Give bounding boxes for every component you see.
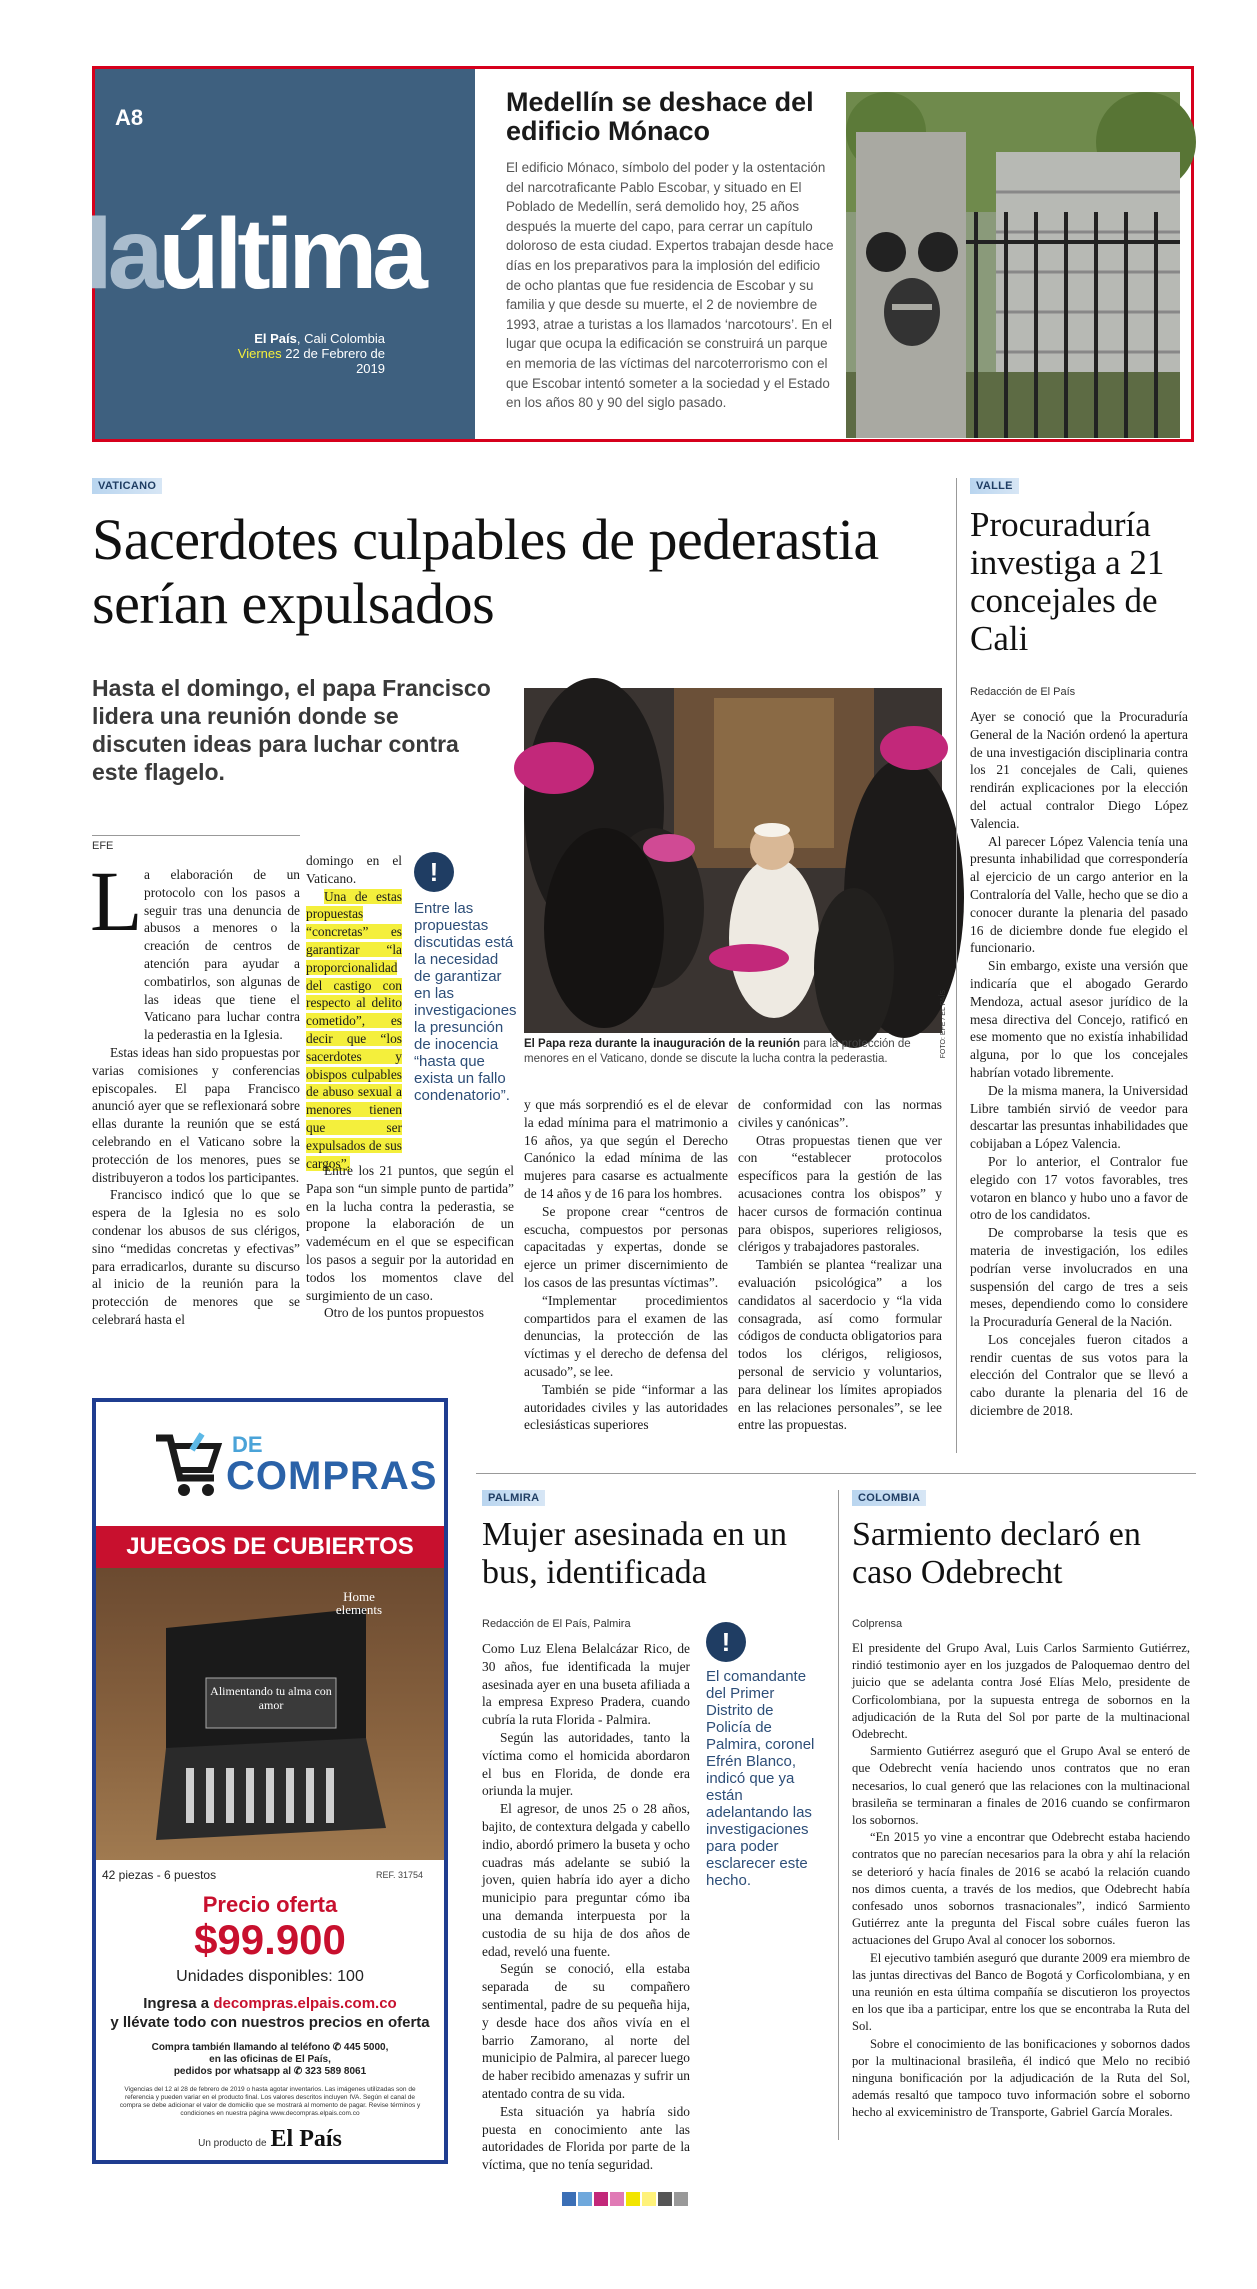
ad-whatsapp: pedidos por whatsapp al ✆ 323 589 8061 <box>173 2066 367 2077</box>
palmira-byline: Redacción de El País, Palmira <box>482 1618 631 1630</box>
mid-rule <box>476 1473 1196 1474</box>
ad-ref: REF. 31754 <box>376 1870 424 1880</box>
box-brand: Home elements <box>335 1589 383 1617</box>
date: 22 de Febrero de 2019 <box>285 346 385 376</box>
section-tag-vaticano: VATICANO <box>92 478 162 494</box>
ad-brand-compras: COMPRAS <box>226 1454 438 1498</box>
ad-cta <box>96 1994 444 2032</box>
side-p7: Los concejales fueron citados a rendir cuentas de sus votos para la elección del Contralor que se llevó a cabo durante la plenaria del 16 de diciembre de 2018. <box>970 1331 1188 1419</box>
byline-rule <box>92 835 300 836</box>
main-col4-p2: Otras propuestas tienen que ver con “establecer protocolos específicos para la gestión de las acusaciones contra los obispos” y hacer cursos de formación continua para obispos, superiores religiosos, clérigos y trabajadores pastorales. <box>738 1132 942 1255</box>
palmira-body <box>482 1640 690 2174</box>
page-number: A8 <box>115 105 144 130</box>
color-swatch <box>642 2192 656 2206</box>
monaco-building-photo <box>846 92 1180 438</box>
section-logo-la: la <box>85 198 159 310</box>
section-logo <box>85 199 423 309</box>
ad-footer <box>96 2126 444 2153</box>
color-swatch <box>658 2192 672 2206</box>
pope-photo-svg <box>524 688 942 1033</box>
main-col2-p1: Entre los 21 puntos, que según el Papa son “un simple punto de partida” en la lucha contra la pederastia, se propone la elaboración de un vademécum en el que se especifican los pasos a seguir por la autoridad en todos los momentos clave del surgimiento de un caso. <box>306 1163 514 1303</box>
section-tag-colombia: COLOMBIA <box>852 1490 926 1506</box>
main-col1-p3: Francisco indicó que lo que se espera de la Iglesia no es solo condenar los abusos de sus clérigos, sino “medidas concretas y efectivas” para erradicarlos, durante su discurso al inicio de la reunión para la protección de menores que se celebrará hasta el <box>92 1187 300 1327</box>
ad-offer-label: Precio oferta <box>202 1892 338 1917</box>
ad-footer-pre: Un producto de <box>198 2138 267 2149</box>
ad-footer-brand: El País <box>270 2126 342 2152</box>
main-col2-highlight: Una de estas propuestas “concretas” es garantizar “la proporcionalidad del castigo con respecto al delito cometido”, es decir que “los sacerdotes y obispos culpables de abuso sexual a menores tienen que ser expulsados de sus cargos”. <box>306 888 402 1171</box>
main-col1-p2: Estas ideas han sido propuestas por varias comisiones y conferencias episcopales. El papa Francisco anunció ayer que se reflexionará sobre ellas durante la reunión que se está celebrando en el Vaticano sobre la protección de los menores, pues se distribuyeron a todos los participantes. <box>92 1044 300 1185</box>
ad-phone: Compra también llamando al teléfono ✆ 445 5000, <box>151 2042 389 2053</box>
ad-price: $99.900 <box>194 1916 346 1963</box>
color-swatch <box>578 2192 592 2206</box>
colombia-p1: El presidente del Grupo Aval, Luis Carlos Sarmiento Gutiérrez, rindió testimonio ayer en los juzgados de Paloquemao dentro del juicio que se adelanta contra José Elías Melo, presidente de Corficolombiana, por la supuesta entrega de sobornos en la adjudicación de la Ruta del Sol por parte de la multinacional Odebrecht. <box>852 1641 1190 1742</box>
main-col1-p1: a elaboración de un protocolo con los pasos a seguir tras una denuncia de abusos a menores o la creación de centros de atención para ayudar a combatirlos, son algunas de las ideas que tiene el Vaticano para luchar contra la pederastia en la Iglesia. <box>144 867 300 1043</box>
cart-icon-svg <box>152 1430 224 1502</box>
palmira-colombia-rule <box>838 1490 839 2140</box>
caption-bold: El Papa reza durante la inauguración de la reunión <box>524 1038 801 1050</box>
weekday: Viernes <box>237 346 282 361</box>
main-col3-p2: Se propone crear “centros de escucha, compuestos por personas capacitadas y expertas, donde se ejerce un primer discernimiento de los casos de las presuntas víctimas”. <box>524 1203 728 1290</box>
section-tag-palmira: PALMIRA <box>482 1490 545 1506</box>
ad-units: Unidades disponibles: 100 <box>176 1968 364 1985</box>
colombia-headline: Sarmiento declaró en caso Odebrecht <box>852 1516 1141 1591</box>
palmira-p4: Según se conoció, ella estaba separada de su compañero sentimental, padre de su pequeña hija, y desde hace dos años vivía en el barrio Zamorano, al norte del municipio de Palmira, al parecer luego de haber recibido amenazas y sufrir un atentado contra de su vida. <box>482 1961 690 2101</box>
main-col2-lead: domingo en el Vaticano. <box>306 853 402 886</box>
city: Cali Colombia <box>304 331 385 346</box>
printer-color-bar <box>562 2192 688 2206</box>
colombia-byline: Colprensa <box>852 1618 903 1630</box>
edition-line: El País, Cali Colombia Viernes 22 de Febrero de 2019 <box>237 331 385 376</box>
ad-contact <box>96 2042 444 2078</box>
main-subhead: Hasta el domingo, el papa Francisco lidera una reunión donde se discuten ideas para luchar contra este flagelo. <box>92 675 491 785</box>
palmira-exclamation-icon: ! <box>706 1622 746 1662</box>
palmira-p5: Esta situación ya habría sido puesta en conocimiento ante las autoridades de Florida por parte de la víctima, que no tenía seguridad. <box>482 2103 690 2173</box>
main-headline: Sacerdotes culpables de pederastia serían expulsados <box>92 507 879 636</box>
ad-cta-url[interactable]: decompras.elpais.com.co <box>213 1995 397 2012</box>
ad-banner: JUEGOS DE CUBIERTOS <box>96 1526 444 1568</box>
section-tag-valle: VALLE <box>970 478 1019 494</box>
color-swatch <box>674 2192 688 2206</box>
palmira-p1: Como Luz Elena Belalcázar Rico, de 30 años, fue identificada la mujer asesinada ayer en una buseta afiliada a la empresa Expreso Pradera, cuando cubría la ruta Florida - Palmira. <box>482 1641 690 1728</box>
colombia-p2: Sarmiento Gutiérrez aseguró que el Grupo Aval se enteró de que Odebrecht venía haciendo unos contratos que no eran necesarios, lo cual generó que las relaciones con la multinacional brasileña se terminaran a finales de 2016 cuando se confirmaron los sobornos. <box>852 1744 1190 1828</box>
cart-icon <box>152 1430 224 1502</box>
main-col2 <box>306 852 402 1172</box>
photo-credit: FOTO: EFE / EL PAÍS <box>940 990 947 1059</box>
pope-photo <box>524 688 942 1033</box>
main-pullquote: Entre las propuestas discutidas está la necesidad de garantizar en las investigaciones la presunción de inocencia “hasta que exista un fallo condenatorio”. <box>414 900 517 1104</box>
side-byline: Redacción de El País <box>970 686 1076 698</box>
colombia-p3: “En 2015 yo vine a encontrar que Odebrecht estaba haciendo contratos que no parecían necesarios para la obra y ahí la relación se deterioró y hacía finales de 2016 se acabó la relación cuando nos dimos cuenta, a través de los medios, que Odebrecht había confesado unos sobornos trasnacionales”, indicó Sarmiento Gutiérrez ante la pregunta del Fiscal sobre cuáles fueron las actuaciones del Grupo Aval al conocer los sobornos. <box>852 1830 1190 1948</box>
main-col3 <box>524 1096 728 1434</box>
palmira-p2: Según las autoridades, tanto la víctima como el homicida abordaron el bus en Florida, de donde era oriunda la mujer. <box>482 1729 690 1799</box>
ad-cta-pre: Ingresa a <box>143 1995 214 2012</box>
main-col2-p2: Otro de los puntos propuestos <box>324 1305 484 1321</box>
paper-name: El País <box>254 331 297 346</box>
palmira-pullquote: El comandante del Primer Distrito de Policía de Palmira, coronel Efrén Blanco, indicó que ya están adelantando las investigaciones para poder esclarecer este hecho. <box>706 1668 815 1889</box>
side-p2: Al parecer López Valencia tenía una presunta inhabilidad que correspondería al ejercicio de un cargo anterior en la Contraloría del Valle, hecho que se dio a conocer durante la plenaria del pasado 16 de diciembre donde fue elegido el funcionario. <box>970 833 1188 956</box>
drop-cap: L <box>90 853 143 949</box>
caption-text: para la protección de menores en el Vaticano, donde se discute la lucha contra la pederastia. <box>524 1038 911 1065</box>
main-col2-bottom <box>306 1162 514 1322</box>
ad-pieces: 42 piezas - 6 puestos <box>102 1868 217 1882</box>
side-p3: Sin embargo, existe una versión que indicaría que el abogado Gerardo Mendoza, actual asesor jurídico de la mesa directiva del Concejo, ratificó en ese momento que no existía inhabilidad alguna, por lo que los concejales habrían votado libremente. <box>970 958 1188 1080</box>
colombia-p5: Sobre el conocimiento de las bonificaciones y sobornos dados por la multinacional brasileña, él indicó que Melo no recibió ninguna bonificación por la adjudicación de la Ruta del Sol, además resaltó que tampoco tuvo información sobre el soborno hecho al exviceministro de Transporte, Gabriel García Morales. <box>852 2036 1190 2120</box>
monaco-photo-svg <box>846 92 1180 438</box>
color-swatch <box>594 2192 608 2206</box>
advertisement <box>92 1398 448 2164</box>
column-rule <box>956 478 957 1453</box>
main-col2-highlight-p <box>306 888 402 1173</box>
side-p1: Ayer se conoció que la Procuraduría General de la Nación ordenó la apertura de una investigación disciplinaria contra los 21 concejales de Cali, quienes rendirán explicaciones por la elección del actual contralor Diego López Valencia. <box>970 709 1188 831</box>
side-p4: De la misma manera, la Universidad Libre también sirvió de veedor para descartar las presuntas inhabilidades que cobijaban a López Valencia. <box>970 1082 1188 1152</box>
main-col4 <box>738 1096 942 1434</box>
header-headline: Medellín se deshace del edificio Mónaco <box>506 87 814 146</box>
side-body <box>970 708 1188 1420</box>
main-byline: EFE <box>92 840 114 852</box>
color-swatch <box>626 2192 640 2206</box>
ad-fineprint: Vigencias del 12 al 28 de febrero de 2019 o hasta agotar inventarios. Las imágenes utilizadas son de referencia y pueden variar en el producto final. Los valores descritos incluyen IVA. Según el canal de compra se debe adicionar el valor de domicilio que se mostrará al momento de pagar. Revise términos y condiciones en nuestra página www.decompras.elpais.com.co <box>119 2086 421 2117</box>
main-col1 <box>92 866 300 1329</box>
main-col4-p1: de conformidad con las normas civiles y canónicas”. <box>738 1097 942 1130</box>
main-col3-p3: “Implementar procedimientos compartidos para el examen de las denuncias, la protección de las víctimas y el derecho de defensa del acusado”, se lee. <box>524 1292 728 1379</box>
main-col4-p3: También se plantea “realizar una evaluación psicológica” a los candidatos al sacerdocio y “la vida consagrada, así como formular códigos de conducta obligatorios para todos los clérigos, religiosos, personal de servicio y voluntarios, para delinear los límites apropiados en las relaciones personales”, se lee entre las propuestas. <box>738 1257 942 1433</box>
exclamation-icon: ! <box>414 852 454 892</box>
section-panel <box>85 69 475 439</box>
photo-caption <box>524 1037 942 1067</box>
header-body: El edificio Mónaco, símbolo del poder y la ostentación del narcotraficante Pablo Escobar, y situado en El Poblado de Medellín, será demolido hoy, 25 años después la muerte del capo, para cerrar un capítulo doloroso de esta ciudad. Expertos trabajan desde hace días en los preparativos para la implosión del edificio de ocho plantas que fue residencia de Escobar y su familia y que desde su muerte, el 2 de noviembre de 1993, atrae a turistas a los llamados ‘narcotours’. En el lugar que ocupa la edificación se construirá un parque en memoria de las víctimas del narcoterrorismo con el que Escobar intentó someter a la sociedad y el Estado en los años 80 y 90 del siglo pasado. <box>506 160 834 411</box>
ad-brand-de: DE <box>232 1432 263 1457</box>
side-headline: Procuraduría investiga a 21 concejales de Cali <box>970 505 1165 658</box>
color-swatch <box>562 2192 576 2206</box>
main-col3-p1: y que más sorprendió es el de elevar la edad mínima para el matrimonio a 16 años, ya que según el Derecho Canónico la edad mínima de las mujeres para casarse es actualmente de 14 años y de 16 para los hombres. <box>524 1097 728 1201</box>
cutlery-box-photo <box>96 1568 444 1860</box>
color-swatch <box>610 2192 624 2206</box>
palmira-p3: El agresor, de unos 25 o 28 años, bajito, de contextura delgada y cabello indio, abordó primero la buseta y ocho cuadras más adelante se subió la joven, quien habría ido ayer a dicho municipio para preguntar cómo iba una demanda interpuesta por la custodia de su hija de dos años de edad, reveló una fuente. <box>482 1801 690 1959</box>
side-p5: Por lo anterior, el Contralor fue elegido con 17 votos favorables, tres votaron en blanco y hubo uno a favor de otro de los candidatos. <box>970 1153 1188 1223</box>
ad-cta-post: y llévate todo con nuestros precios en oferta <box>110 2014 430 2031</box>
box-text: Alimentando tu alma con amor <box>210 1684 332 1712</box>
ad-office: en las oficinas de El País, <box>209 2054 331 2065</box>
colombia-body <box>852 1640 1190 2122</box>
colombia-p4: El ejecutivo también aseguró que durante 2009 era miembro de las juntas directivas del Banco de Bogotá y Corficolombiana, y en una reunión en esta última compañía se discutieron los proyectos en los que iba a participar, entre los que se encontraba la Ruta del Sol. <box>852 1950 1190 2034</box>
side-p6: De comprobarse la tesis que es materia de investigación, los ediles podrían verse involucrados en una suspensión del cargo de tres a seis meses, dependiendo como lo considere la Procuraduría General de la Nación. <box>970 1225 1188 1330</box>
main-col3-p4: También se pide “informar a las autoridades civiles y las autoridades eclesiásticas superiores <box>524 1381 728 1433</box>
palmira-headline: Mujer asesinada en un bus, identificada <box>482 1516 787 1591</box>
section-logo-ultima: última <box>158 198 423 310</box>
